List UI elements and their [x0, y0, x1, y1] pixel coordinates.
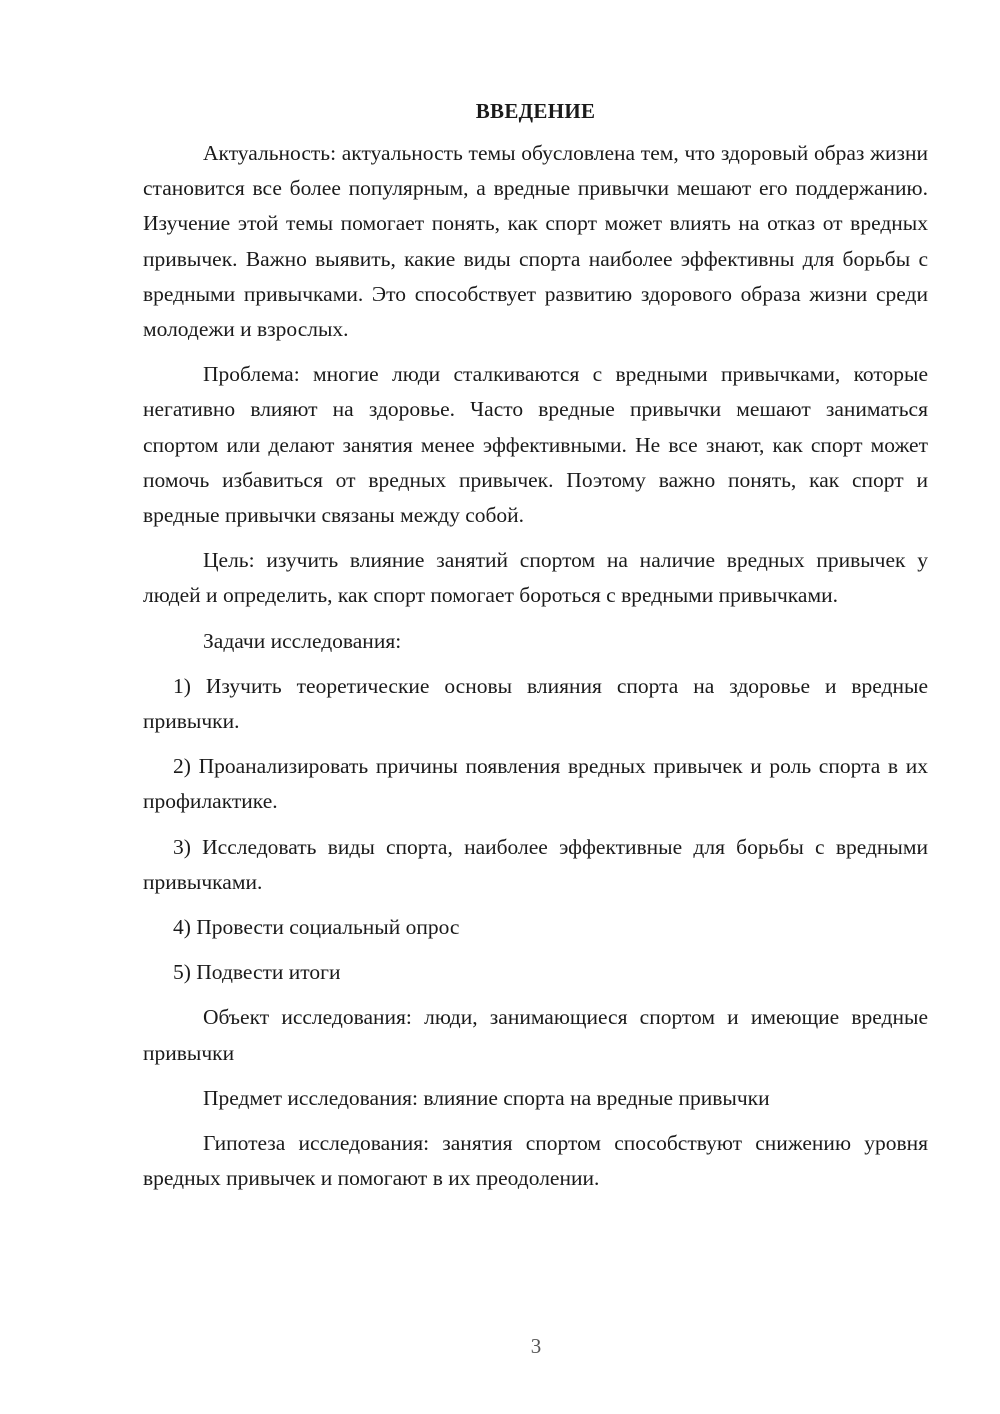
task-item: 5) Подвести итоги	[173, 960, 341, 985]
task-item: 1) Изучить теоретические основы влияния спорта на здоровье и вредные привычки.	[143, 673, 928, 734]
section-heading: ВВЕДЕНИЕ	[475, 99, 596, 123]
hypothesis-paragraph: Гипотеза исследования: занятия спортом способствуют снижению уровня вредных привычек и помогают в их преодолении.	[143, 1131, 928, 1191]
task-item: 4) Провести социальный опрос	[173, 915, 460, 940]
problem-paragraph: Проблема: многие люди сталкиваются с вредными привычками, которые негативно влияют на здоровье. Часто вредные привычки мешают заниматься спортом или делают занятия менее эффективными. Не все знают, как спорт может помочь избавиться от вредных привычек. Поэтому важно понять, как спорт и вредные привычки связаны между собой.	[143, 362, 928, 528]
subject-paragraph: Предмет исследования: влияние спорта на вредные привычки	[203, 1085, 770, 1110]
page-number: 3	[530, 1334, 542, 1358]
task-item: 2) Проанализировать причины появления вредных привычек и роль спорта в их профилактике.	[143, 754, 928, 814]
object-paragraph: Объект исследования: люди, занимающиеся спортом и имеющие вредные привычки	[143, 1005, 928, 1065]
document-page	[143, 96, 928, 1206]
goal-paragraph: Цель: изучить влияние занятий спортом на наличие вредных привычек у людей и определить, как спорт помогает бороться с вредными привычками.	[143, 548, 928, 608]
relevance-paragraph: Актуальность: актуальность темы обусловлена тем, что здоровый образ жизни становится все более популярным, а вредные привычки мешают его поддержанию. Изучение этой темы помогает понять, как спорт может влиять на отказ от вредных привычек. Важно выявить, какие виды спорта наиболее эффективны для борьбы с вредными привычками. Это способствует развитию здорового образа жизни среди молодежи и взрослых.	[143, 141, 928, 342]
task-item: 3) Исследовать виды спорта, наиболее эффективные для борьбы с вредными привычками.	[143, 834, 928, 894]
tasks-title: Задачи исследования:	[203, 628, 402, 653]
